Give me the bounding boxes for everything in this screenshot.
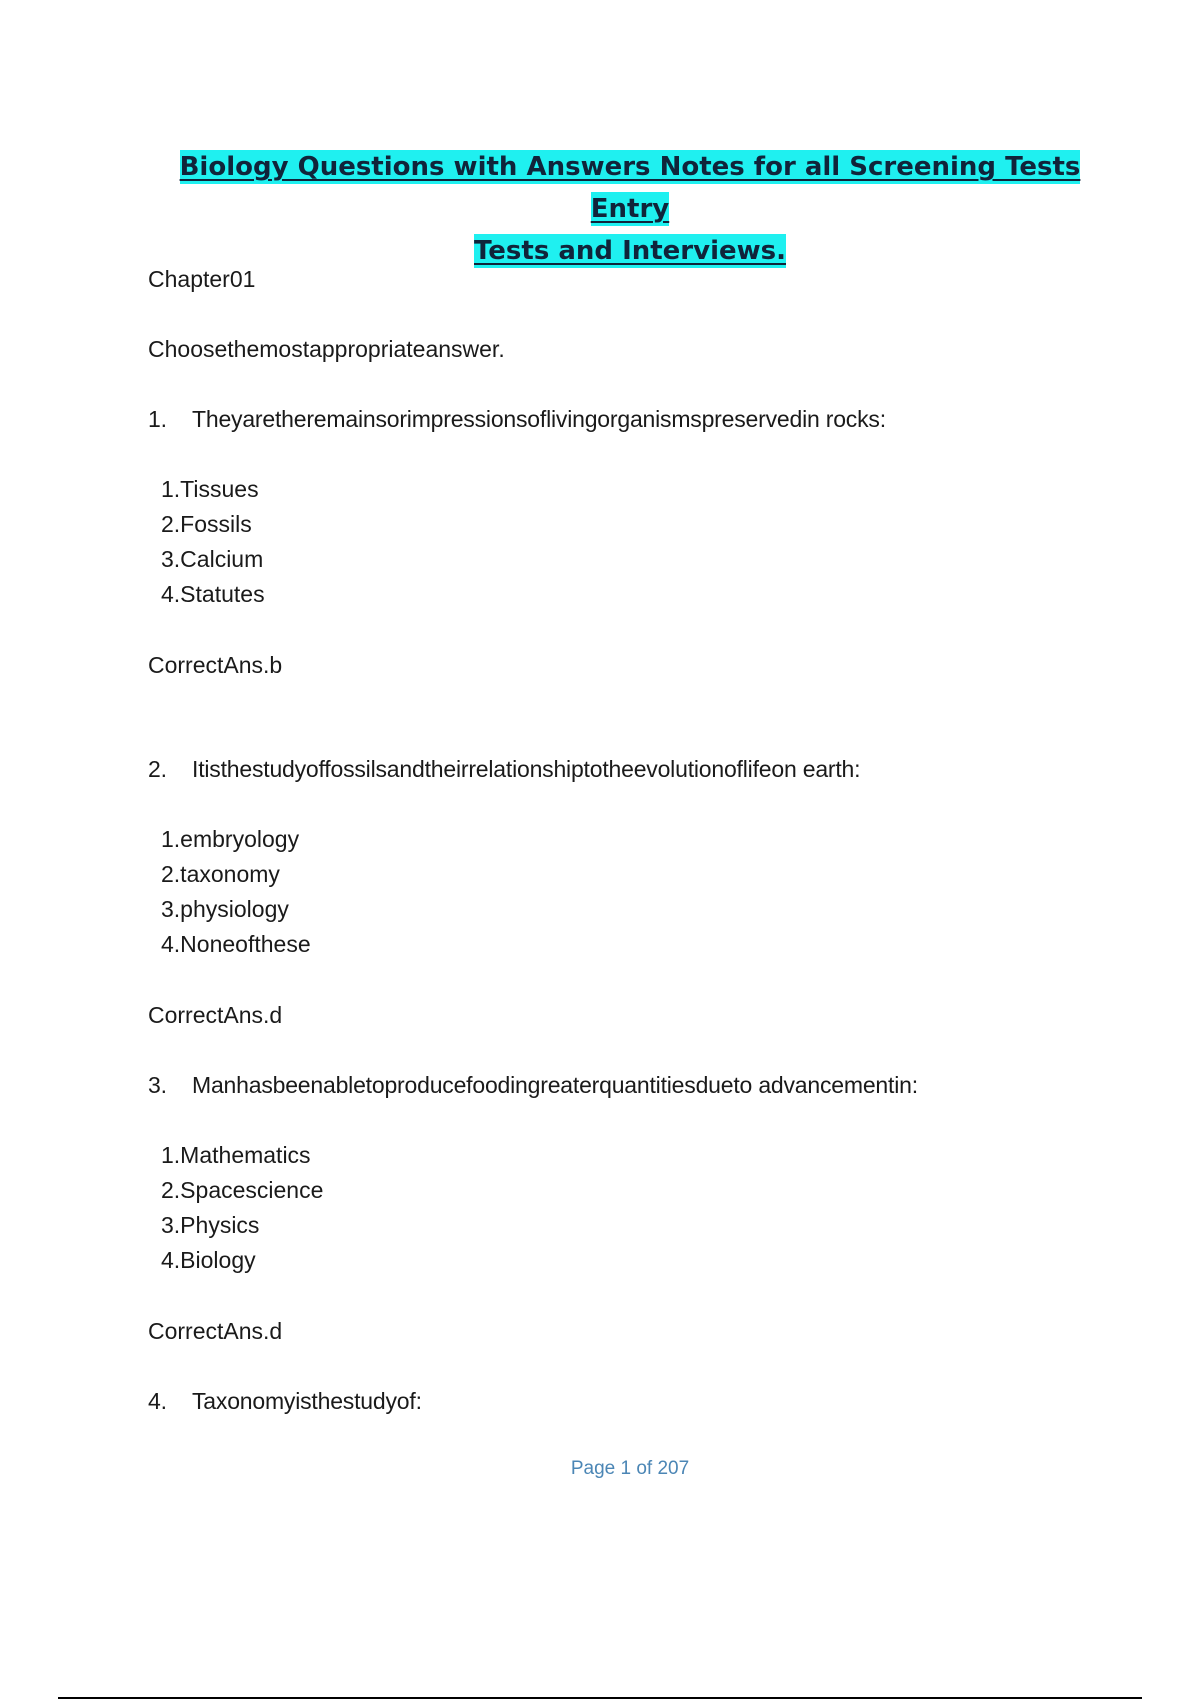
question-text: Taxonomyisthestudyof: xyxy=(192,1388,422,1414)
question-number: 3. xyxy=(148,1072,167,1098)
question-1 xyxy=(148,402,1108,436)
option-item: 4.Biology xyxy=(161,1247,256,1273)
option-item: 2.Fossils xyxy=(161,511,252,537)
instruction-text: Choosethemostappropriateanswer. xyxy=(148,336,505,362)
question-text: Theyaretheremainsorimpressionsoflivingorganismspreservedin rocks: xyxy=(192,406,886,432)
question-2 xyxy=(148,752,1108,786)
question-3-options xyxy=(161,1138,1108,1278)
option-item: 2.Spacescience xyxy=(161,1177,324,1203)
option-item: 3.Calcium xyxy=(161,546,264,572)
question-4 xyxy=(148,1384,1108,1418)
option-item: 4.Statutes xyxy=(161,581,265,607)
title-line-1: Biology Questions with Answers Notes for all Screening Tests Entry xyxy=(179,152,1081,224)
question-3-answer: CorrectAns.d xyxy=(148,1318,283,1344)
option-item: 1.embryology xyxy=(161,826,300,852)
option-item: 3.physiology xyxy=(161,896,289,922)
question-text: Itisthestudyoffossilsandtheirrelationshiptotheevolutionoflifeon earth: xyxy=(192,756,861,782)
page-number: Page 1 of 207 xyxy=(570,1458,690,1479)
question-2-answer: CorrectAns.d xyxy=(148,1002,283,1028)
option-item: 4.Noneofthese xyxy=(161,931,311,957)
option-item: 1.Mathematics xyxy=(161,1142,311,1168)
question-1-answer: CorrectAns.b xyxy=(148,652,283,678)
option-item: 2.taxonomy xyxy=(161,861,280,887)
question-number: 2. xyxy=(148,756,167,782)
footer-divider xyxy=(58,1697,1142,1699)
question-3 xyxy=(148,1068,1108,1102)
option-item: 1.Tissues xyxy=(161,476,259,502)
document-body xyxy=(148,262,1108,1454)
option-item: 3.Physics xyxy=(161,1212,260,1238)
document-title xyxy=(150,146,1110,272)
question-2-options xyxy=(161,822,1108,962)
chapter-heading: Chapter01 xyxy=(148,266,256,292)
question-number: 1. xyxy=(148,406,167,432)
title-line-2: Tests and Interviews. xyxy=(474,236,786,266)
question-text: Manhasbeenabletoproducefoodingreaterquantitiesdueto advancementin: xyxy=(192,1072,918,1098)
question-number: 4. xyxy=(148,1388,167,1414)
question-1-options xyxy=(161,472,1108,612)
